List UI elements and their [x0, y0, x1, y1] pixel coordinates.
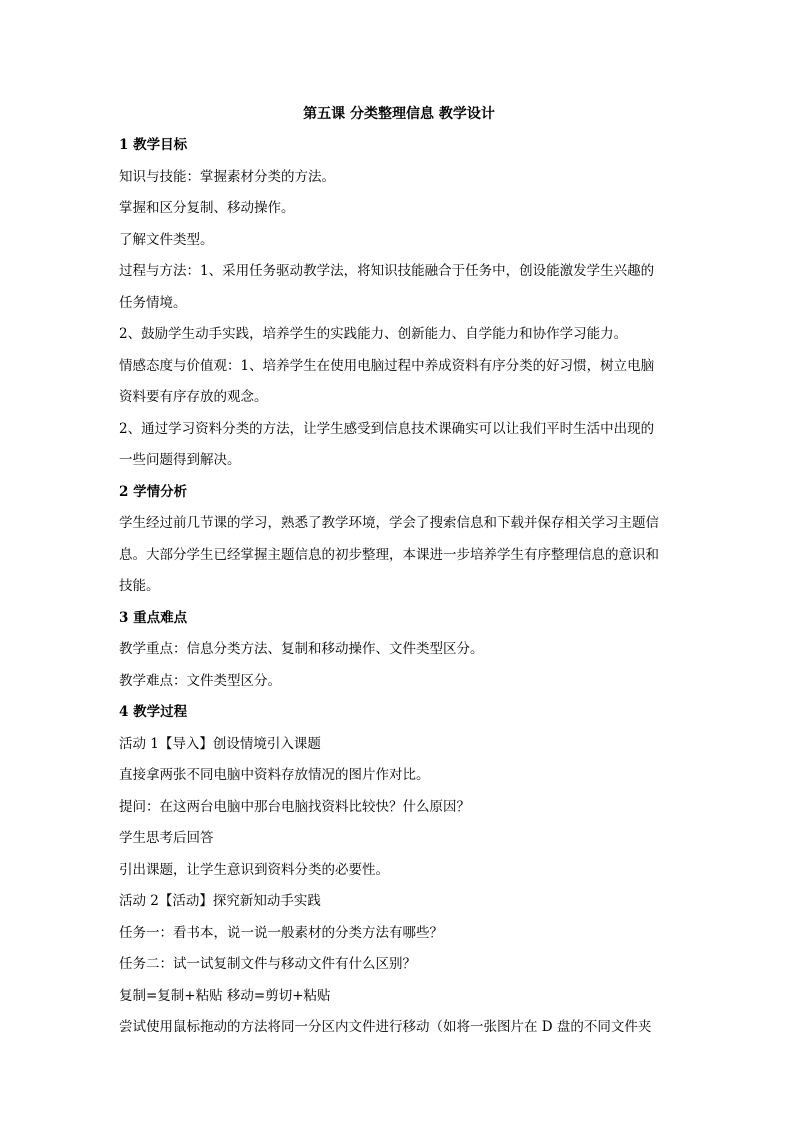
paragraph-line: 了解文件类型。: [119, 231, 214, 248]
paragraph-line: 情感态度与价值观：1、培养学生在使用电脑过程中养成资料有序分类的好习惯，树立电脑: [119, 357, 655, 374]
paragraph-line: 教学重点：信息分类方法、复制和移动操作、文件类型区分。: [119, 641, 484, 657]
paragraph-line: 过程与方法：1、采用任务驱动教学法，将知识技能融合于任务中，创设能激发学生兴趣的: [119, 263, 655, 279]
section-heading: 4 教学过程: [119, 704, 188, 720]
paragraph-line: 提问：在这两台电脑中那台电脑找资料比较快？什么原因？: [119, 798, 470, 815]
paragraph-line: 学生经过前几节课的学习，熟悉了教学环境，学会了搜索信息和下载并保存相关学习主题信: [119, 515, 659, 531]
paragraph-line: 技能。: [119, 578, 160, 594]
paragraph-line: 引出课题，让学生意识到资料分类的必要性。: [119, 861, 389, 878]
paragraph-line: 2、鼓励学生动手实践，培养学生的实践能力、创新能力、自学能力和协作学习能力。: [119, 326, 628, 342]
paragraph-line: 尝试使用鼠标拖动的方法将同一分区内文件进行移动（如将一张图片在 D 盘的不同文件夹: [119, 1019, 652, 1035]
paragraph-line: 活动 2【活动】探究新知动手实践: [119, 893, 321, 909]
section-heading: 1 教学目标: [119, 137, 188, 153]
section-heading: 3 重点难点: [119, 609, 188, 626]
paragraph-line: 教学难点：文件类型区分。: [119, 672, 281, 689]
paragraph-line: 任务一：看书本，说一说一般素材的分类方法有哪些？: [119, 924, 443, 941]
paragraph-line: 知识与技能：掌握素材分类的方法。: [119, 168, 335, 185]
paragraph-line: 学生思考后回答: [119, 830, 214, 846]
paragraph-line: 一些问题得到解决。: [119, 452, 241, 468]
paragraph-line: 直接拿两张不同电脑中资料存放情况的图片作对比。: [119, 767, 430, 783]
paragraph-line: 复制=复制+粘贴 移动=剪切+粘贴: [119, 987, 331, 1004]
paragraph-line: 资料要有序存放的观念。: [119, 389, 268, 405]
section-heading: 2 学情分析: [119, 483, 188, 500]
paragraph-line: 掌握和区分复制、移动操作。: [119, 200, 295, 216]
document-page: [119, 103, 679, 1049]
paragraph-line: 活动 1【导入】创设情境引入课题: [119, 735, 321, 752]
paragraph-line: 2、通过学习资料分类的方法，让学生感受到信息技术课确实可以让我们平时生活中出现的: [119, 420, 655, 437]
paragraph-line: 任务二：试一试复制文件与移动文件有什么区别？: [119, 956, 416, 972]
paragraph-line: 息。大部分学生已经掌握主题信息的初步整理，本课进一步培养学生有序整理信息的意识和: [119, 546, 659, 563]
paragraph-line: 任务情境。: [119, 294, 187, 311]
document-title: 第五课 分类整理信息 教学设计: [303, 106, 495, 122]
document-body: [119, 135, 679, 1049]
